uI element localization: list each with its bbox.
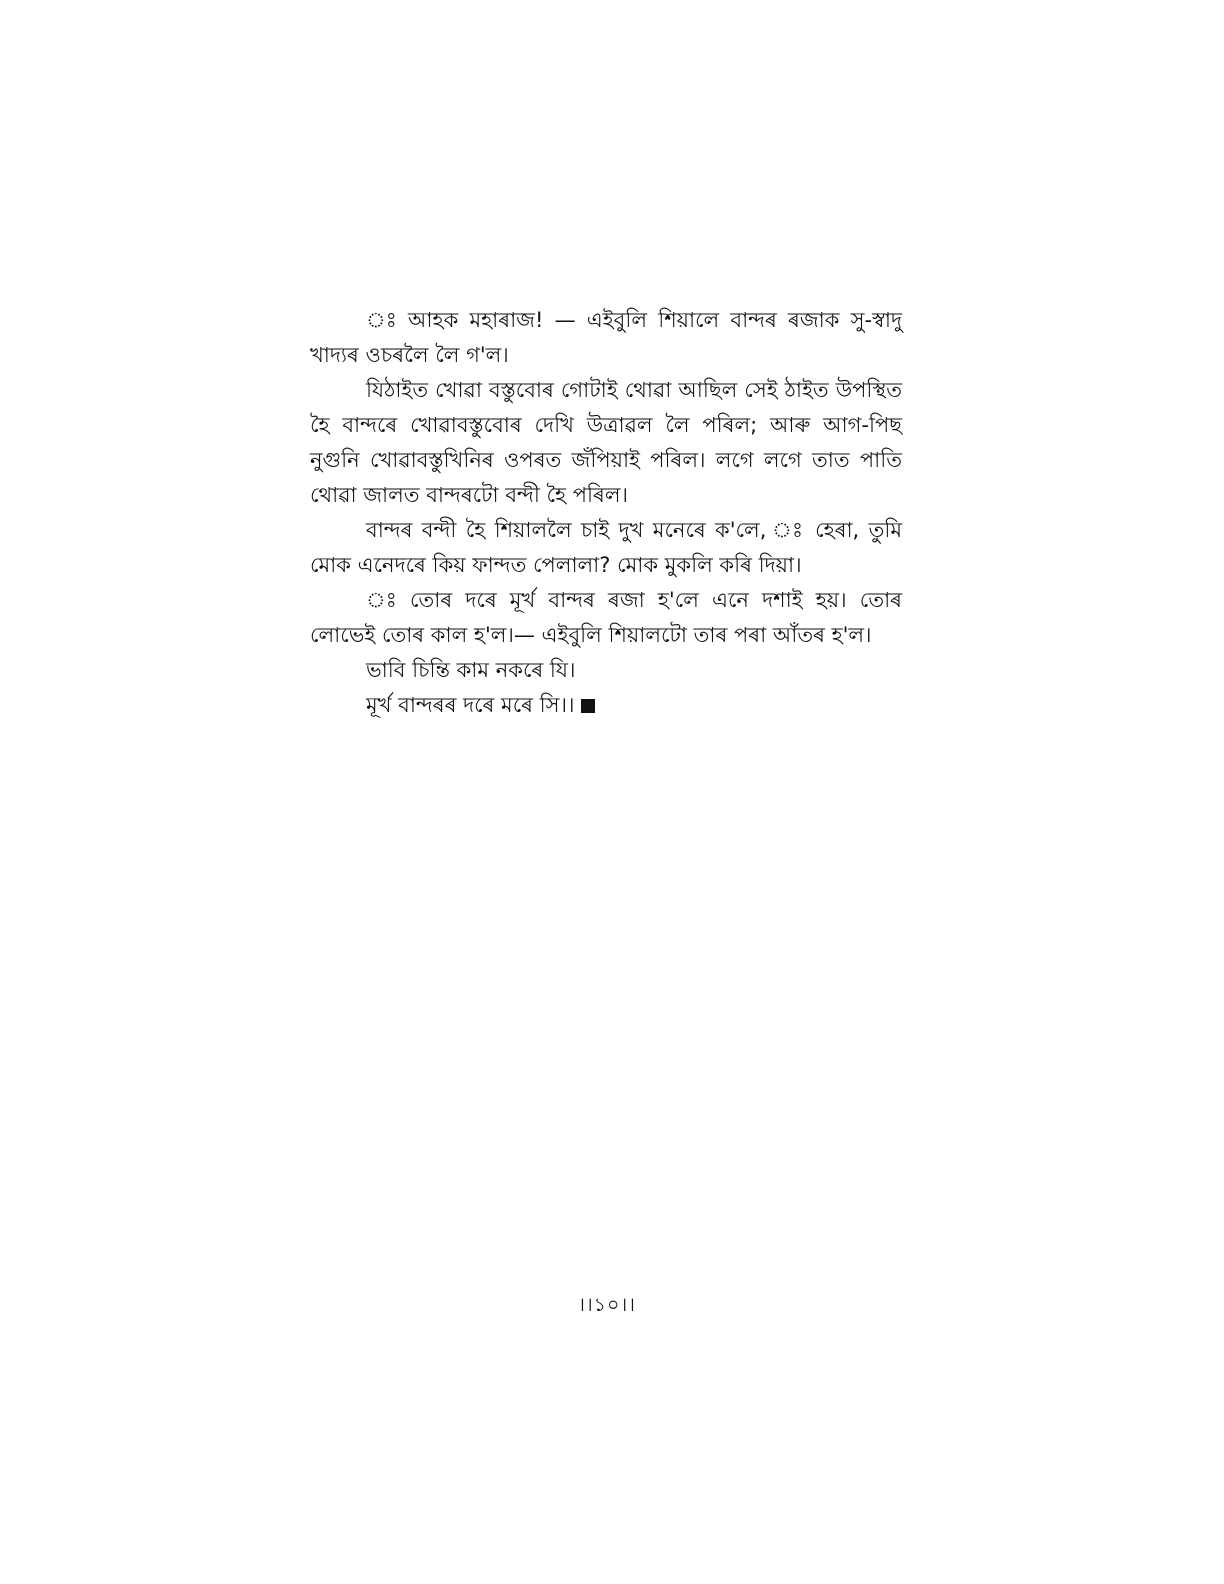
page-number: ।।১০।। bbox=[578, 1294, 636, 1316]
moral-verse-line bbox=[310, 688, 902, 723]
moral-verse-text: ভাবি চিন্তি কাম নকৰে যি। bbox=[366, 658, 576, 682]
moral-verse-text: মূৰ্খ বান্দৰৰ দৰে মৰে সি।। bbox=[366, 693, 575, 717]
moral-verse-line bbox=[310, 653, 902, 688]
end-of-story-square-icon bbox=[581, 699, 595, 713]
paragraph: ঃ তোৰ দৰে মূৰ্খ বান্দৰ ৰজা হ'লে এনে দশাই হয়। তোৰ লোভেই তোৰ কাল হ'ল।— এইবুলি শিয়ালটো তাৰ পৰা আঁতৰ হ'ল। bbox=[310, 588, 902, 647]
paragraph: বান্দৰ বন্দী হৈ শিয়াললৈ চাই দুখ মনেৰে ক'লে, ঃ হেৰা, তুমি মোক এনেদৰে কিয় ফান্দত পেলালা? মোক মুকলি কৰি দিয়া। bbox=[310, 518, 902, 577]
story-text bbox=[310, 303, 902, 723]
paragraph: যিঠাইত খোৱা বস্তুবোৰ গোটাই থোৱা আছিল সেই ঠাইত উপস্থিত হৈ বান্দৰে খোৱাবস্তুবোৰ দেখি উত্ৰাৱল লৈ পৰিল; আৰু আগ-পিছ নুগুনি খোৱাবস্তুখিনিৰ ওপৰত জঁপিয়াই পৰিল। লগে লগে তাত পাতি থোৱা জালত বান্দৰটো বন্দী হৈ পৰিল। bbox=[310, 378, 902, 507]
paragraph: ঃ আহক মহাৰাজ! — এইবুলি শিয়ালে বান্দৰ ৰজাক সু-স্বাদু খাদ্যৰ ওচৰলৈ লৈ গ'ল। bbox=[310, 308, 902, 367]
